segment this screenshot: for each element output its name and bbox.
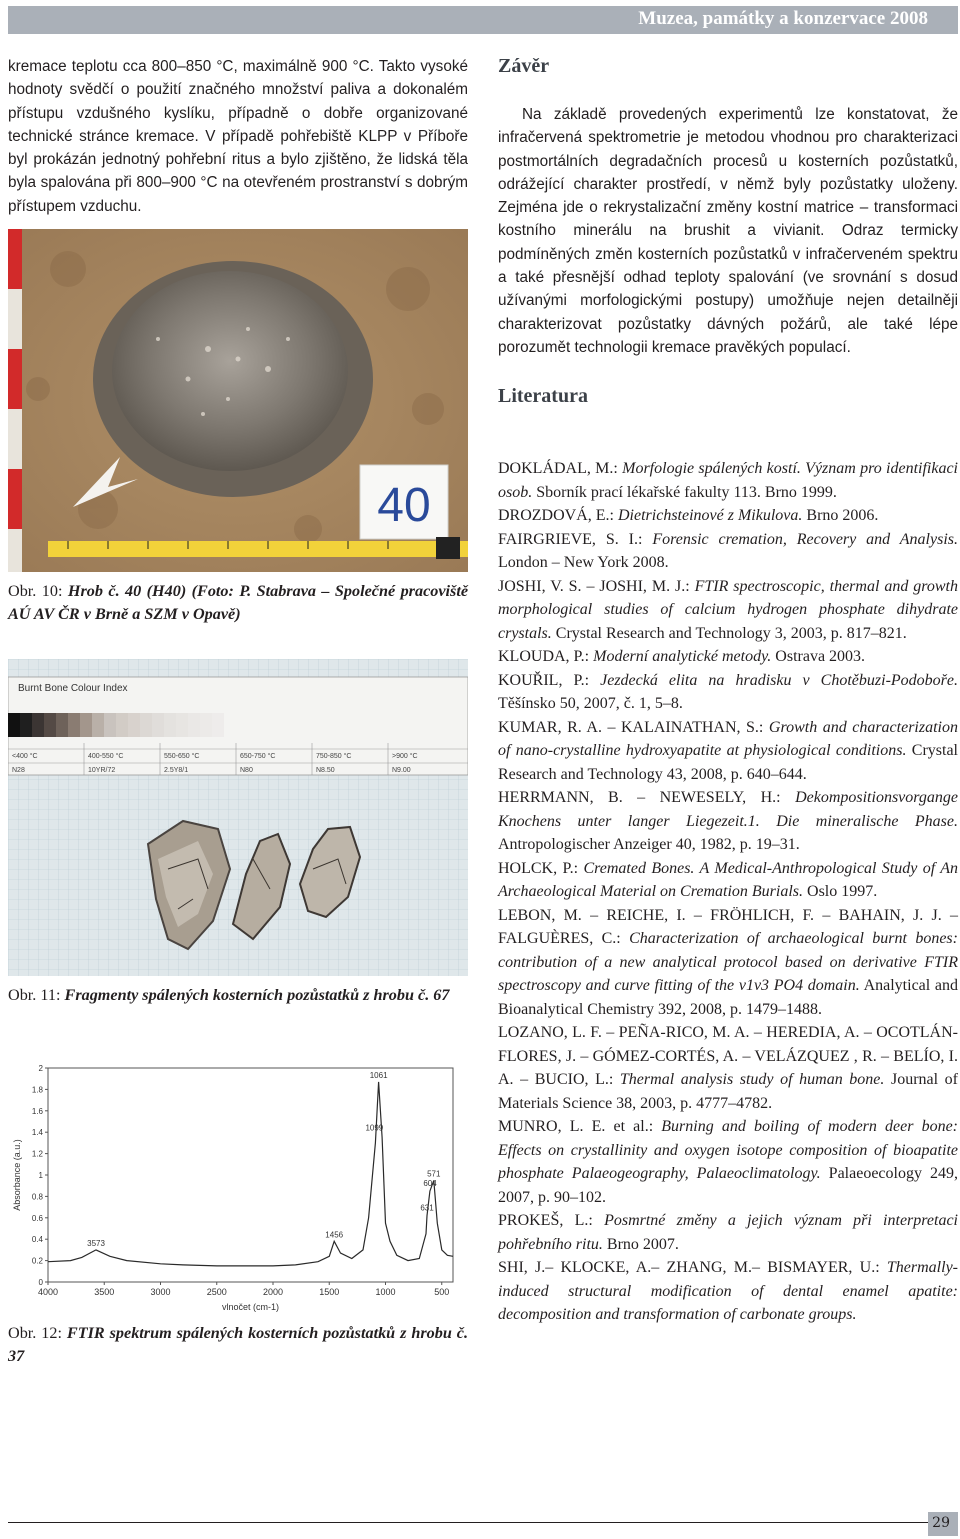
y-tick-label: 0.6 — [31, 1213, 43, 1223]
temp-label-6: >900 °C — [392, 753, 418, 760]
reference-title: Dietrichsteinové z Mikulova. — [618, 507, 803, 524]
reference-source: Ostrava 2003. — [771, 648, 866, 665]
figure-12-label: Obr. 12: — [8, 1324, 62, 1342]
x-tick-label: 3000 — [150, 1287, 171, 1297]
conclusion-heading: Závěr — [498, 55, 550, 77]
reference-source: Crystal Research and Technology 3, 2003, p. 817–821. — [551, 624, 907, 642]
y-tick-label: 1.4 — [31, 1128, 43, 1138]
x-tick-label: 1500 — [319, 1287, 340, 1297]
reference-item — [498, 575, 958, 646]
peak-label: 3573 — [87, 1238, 105, 1248]
reference-source: Analytical and Bioanalytical Chemistry 392, 2008, p. 1479–1488. — [498, 977, 959, 1018]
peak-label: 571 — [427, 1169, 441, 1179]
peak-label: 1099 — [365, 1123, 384, 1133]
reference-source: Palaeoecology 249, 2007, p. 90–102. — [498, 1165, 958, 1206]
page-number: 29 — [932, 1515, 950, 1531]
page-number-box — [928, 1512, 958, 1536]
footer-rule — [8, 1522, 928, 1523]
reference-title: Dekompositionsvorgange Knochens unter langer Liegezeit.1. Die mineralische Phase. — [498, 789, 958, 830]
conclusion-paragraph: Na základě provedených experimentů lze konstatovat, že infračervená spektrometrie je metodou vhodnou pro charakterizaci postmortálních degradačních procesů u kosterních pozůstatků, odrážející charakter prostředí, v němž byly pozůstatky uloženy. Zejména jde o rekrystalizační změny kostní matrice – transformaci kostního minerálu na brushit a vivianit. Odraz termicky podmíněných změn kosterních pozůstatků v infračerveném spektru a také přesnější odhad teploty spalování (ve srovnání s dosud užívanými morfologickými postupy) umožňuje nejen detailněji charakterizovat pozůstatky dávných požárů, ale také lépe porozumět technologii kremace pravěkých populací. — [498, 106, 958, 356]
reference-authors: KLOUDA, P.: — [498, 648, 594, 665]
colour-index-title: Burnt Bone Colour Index — [18, 683, 128, 694]
reference-item — [498, 1021, 958, 1115]
reference-authors: HERRMANN, B. – NEWESELY, H.: — [498, 789, 796, 806]
temp-label-4: 650-750 °C — [240, 753, 276, 760]
y-tick-label: 0.4 — [31, 1235, 43, 1245]
y-tick-label: 2 — [38, 1064, 43, 1073]
reference-authors: JOSHI, V. S. – JOSHI, M. J.: — [498, 577, 695, 595]
reference-title: Morfologie spálených kostí. Význam pro identifikaci osob. — [498, 460, 959, 501]
reference-authors: MUNRO, L. E. et al.: — [498, 1118, 662, 1135]
peak-label: 604 — [423, 1178, 437, 1188]
y-tick-label: 1 — [38, 1171, 43, 1180]
reference-title: Moderní analytické metody. — [593, 648, 772, 665]
code-label-5: N8.50 — [316, 767, 335, 774]
x-axis-label: vlnočet (cm-1) — [221, 1302, 280, 1312]
reference-authors: LEBON, M. – REICHE, I. – FRÖHLICH, F. – BAHAIN, J. J. – FALGUÈRES, C.: — [498, 906, 958, 947]
y-tick-label: 0.2 — [31, 1256, 43, 1266]
reference-item — [498, 1256, 958, 1327]
grave-tag-number: 40 — [377, 479, 431, 532]
reference-item — [498, 528, 958, 575]
y-tick-label: 0 — [38, 1278, 43, 1287]
y-tick-label: 0.8 — [31, 1192, 43, 1202]
code-label-1: N28 — [12, 767, 25, 774]
reference-title: Posmrtné změny a jejich význam při interpretaci pohřebního ritu. — [498, 1212, 958, 1253]
reference-item — [498, 857, 958, 904]
reference-authors: PROKEŠ, L.: — [498, 1212, 605, 1229]
peak-label: 1061 — [369, 1070, 388, 1080]
reference-authors: DROZDOVÁ, E.: — [498, 507, 618, 524]
journal-title: Muzea, památky a konzervace 2008 — [638, 8, 928, 29]
reference-title: Thermally-induced structural modification of dental enamel apatite: decomposition and transformation of carbonate groups. — [498, 1259, 958, 1323]
reference-item — [498, 716, 958, 787]
ftir-chart-svg — [8, 1060, 468, 1316]
plot-area — [48, 1068, 453, 1282]
reference-title: Jezdecká elita na hradisku v Chotěbuzi-Podoboře. — [600, 671, 958, 689]
y-tick-label: 1.6 — [31, 1106, 43, 1116]
reference-title: Burning and boiling of modern deer bone: Effects on crystallinity and oxygen isotope composition of bioapatite phosphate Palaeogeography, Palaeoclimatology. — [498, 1118, 958, 1182]
peak-label: 1456 — [325, 1230, 344, 1240]
x-tick-label: 1000 — [375, 1287, 396, 1297]
temp-label-3: 550-650 °C — [164, 753, 200, 760]
reference-source: London – New York 2008. — [498, 554, 669, 571]
colour-swatches — [8, 713, 224, 737]
reference-title: Thermal analysis study of human bone. — [619, 1071, 885, 1088]
reference-title: Characterization of archaeological burnt bones: contribution of a new analytical protocol based on derivative FTIR spectroscopy and curve fitting of the v1v3 PO4 domain. — [498, 930, 958, 994]
temp-label-5: 750-850 °C — [316, 753, 352, 760]
reference-authors: KUMAR, R. A. – KALAINATHAN, S.: — [498, 718, 769, 736]
ftir-chart — [8, 1060, 468, 1316]
code-label-6: N9.00 — [392, 767, 411, 774]
reference-item — [498, 457, 958, 504]
literature-heading: Literatura — [498, 385, 588, 408]
reference-title: FTIR spectroscopic, thermal and growth morphological studies of calcium hydrogen phosphate dihydrate crystals. — [498, 577, 958, 642]
grave-photo — [8, 229, 468, 572]
y-tick-label: 1.2 — [31, 1149, 43, 1159]
x-tick-label: 2000 — [262, 1287, 284, 1297]
x-tick-label: 3500 — [94, 1287, 115, 1297]
figure-10-title: Hrob č. 40 (H40) (Foto: P. Stabrava – Společné pracoviště AÚ AV ČR v Brně a SZM v Opavě) — [8, 582, 469, 623]
reference-authors: HOLCK, P.: — [498, 859, 584, 877]
reference-source: Brno 2007. — [602, 1235, 679, 1253]
left-paragraph: kremace teplotu cca 800–850 °C, maximálně 900 °C. Takto vysoké hodnoty svědčí o použití značného množství paliva a dokonalém přístupu vzdušného kyslíku, případně o dobře organizované technické stránce kremace. V případě pohřebiště KLPP v Příboře byl prokázán jednotný pohřební ritus a bylo zjištěno, že lidská těla byla spalována při 800–900 °C na otevřeném prostranství s dobrým přístupem vzduchu. — [8, 58, 468, 215]
reference-item — [498, 1115, 958, 1209]
figure-12-title: FTIR spektrum spálených kosterních pozůstatků z hrobu č. 37 — [8, 1324, 468, 1365]
reference-list — [498, 457, 958, 1327]
reference-source: Brno 2006. — [802, 507, 879, 524]
code-label-2: 10YR/72 — [88, 767, 116, 774]
grave-photo-image — [8, 229, 468, 572]
right-column — [498, 55, 958, 408]
reference-source: Journal of Materials Science 38, 2003, p. 4777–4782. — [498, 1071, 958, 1112]
figure-10-caption — [8, 580, 468, 626]
bone-fragments-image — [8, 659, 468, 976]
reference-source: Crystal Research and Technology 43, 2008, p. 640–644. — [498, 742, 958, 783]
reference-source: Těšínsko 50, 2007, č. 1, 5–8. — [498, 695, 683, 712]
reference-item — [498, 504, 958, 528]
bone-fragments-photo — [8, 659, 468, 976]
reference-title: Forensic cremation, Recovery and Analysis. — [652, 530, 959, 548]
reference-item — [498, 904, 958, 1022]
reference-title: Cremated Bones. A Medical-Anthropological Study of An Archaeological Material on Cremation Burials. — [498, 859, 958, 900]
code-label-4: N80 — [240, 767, 253, 774]
x-tick-label: 500 — [434, 1287, 450, 1297]
figure-12-caption — [8, 1322, 468, 1368]
reference-authors: KOUŘIL, P.: — [498, 671, 601, 689]
reference-title: Growth and characterization of nano-crystalline hydroxyapatite at physiological conditions. — [498, 718, 958, 759]
reference-item — [498, 669, 958, 716]
figure-11-label: Obr. 11: — [8, 986, 61, 1004]
reference-item — [498, 645, 958, 669]
reference-item — [498, 786, 958, 857]
reference-authors: FAIRGRIEVE, S. I.: — [498, 530, 653, 548]
figure-10-label: Obr. 10: — [8, 582, 63, 600]
x-tick-label: 2500 — [206, 1287, 227, 1297]
code-label-3: 2.5Y8/1 — [164, 767, 189, 774]
figure-11-title: Fragmenty spálených kosterních pozůstatků z hrobu č. 67 — [64, 986, 450, 1004]
reference-source: Sborník prací lékařské fakulty 113. Brno 1999. — [532, 483, 837, 501]
reference-authors: SHI, J.– KLOCKE, A.– ZHANG, M.– BISMAYER, U.: — [498, 1259, 887, 1276]
reference-authors: DOKLÁDAL, M.: — [498, 460, 623, 477]
figure-11-caption — [8, 984, 468, 1007]
x-tick-label: 4000 — [37, 1287, 59, 1297]
left-column — [8, 55, 468, 218]
header-bar — [8, 6, 958, 34]
temp-label-2: 400-550 °C — [88, 753, 124, 760]
reference-item — [498, 1209, 958, 1256]
temp-label-1: <400 °C — [12, 753, 38, 760]
y-tick-label: 1.8 — [31, 1085, 43, 1095]
peak-label: 631 — [420, 1203, 434, 1213]
reference-authors: LOZANO, L. F. – PEÑA-RICO, M. A. – HEREDIA, A. – OCOTLÁN-FLORES, J. – GÓMEZ-CORTÉS, A. – VELÁZQUEZ , R. – BELÍO, I. A. – BUCIO, L.: — [498, 1024, 958, 1088]
reference-source: Oslo 1997. — [803, 883, 878, 900]
reference-source: Antropologischer Anzeiger 40, 1982, p. 19–31. — [498, 836, 800, 853]
y-axis-label: Absorbance (a.u.) — [12, 1139, 22, 1211]
